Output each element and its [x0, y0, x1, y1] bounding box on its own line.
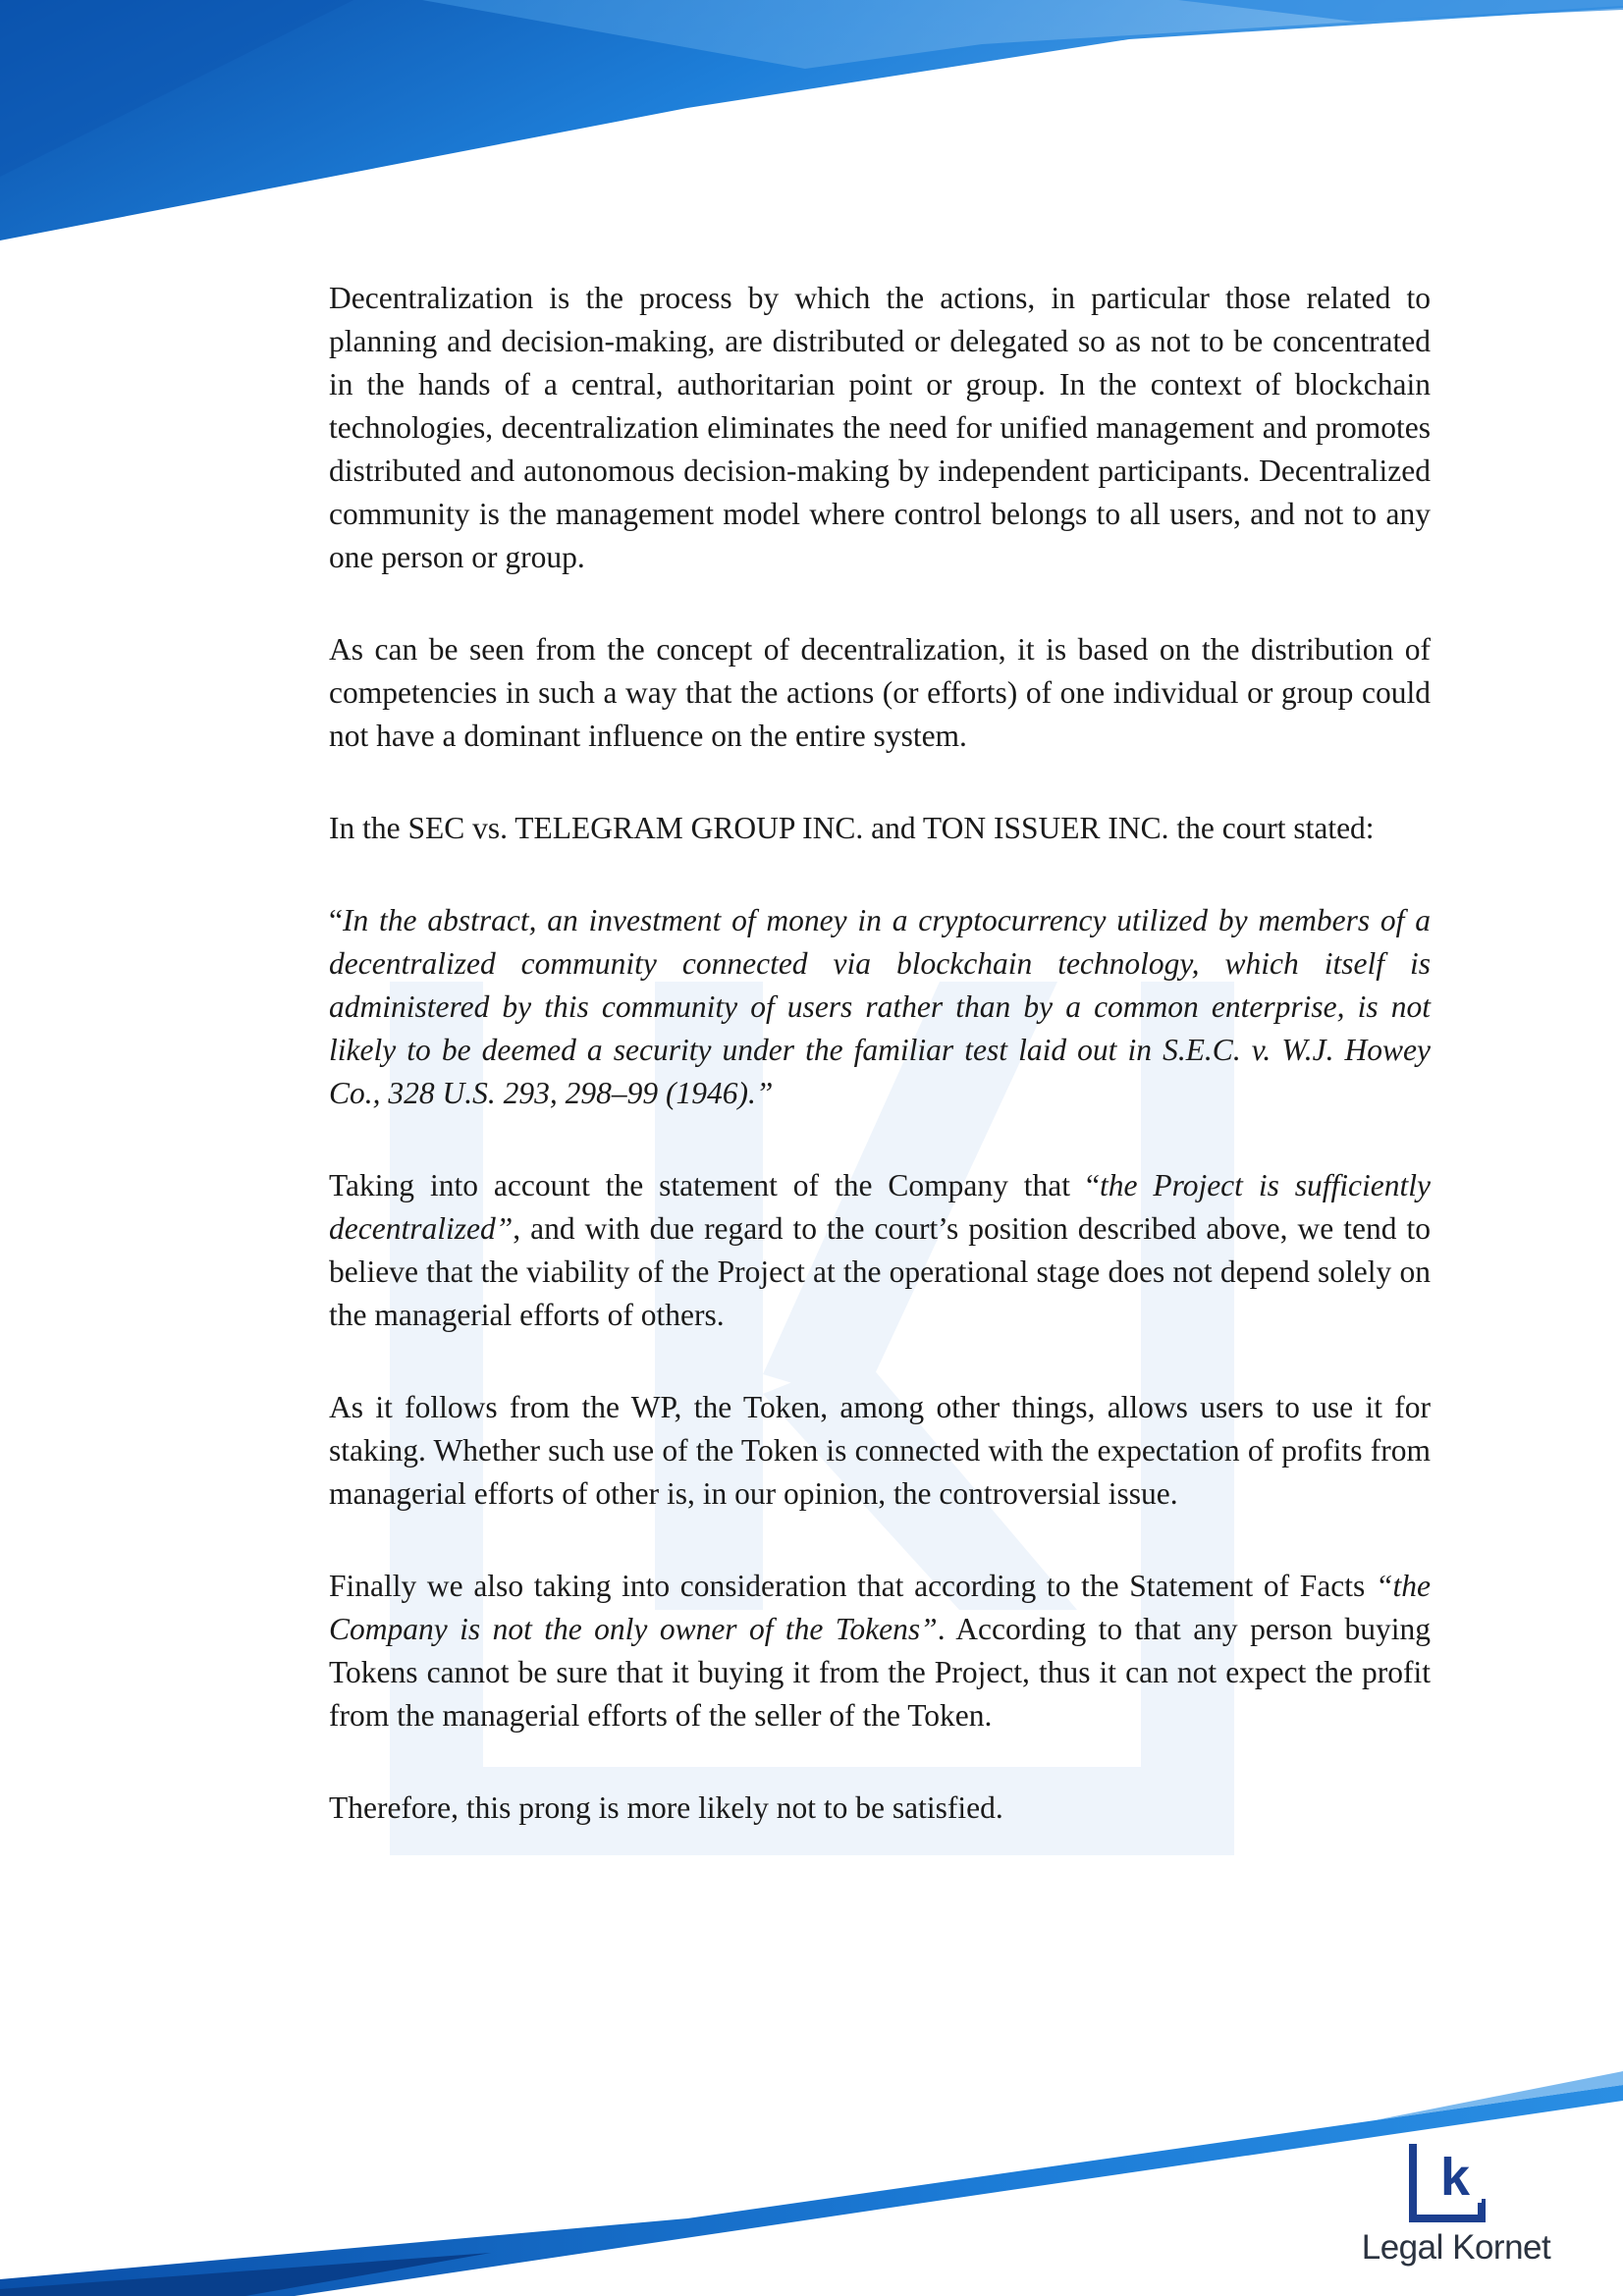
paragraph-token-staking: As it follows from the WP, the Token, among other things, allows users to use it for staking. Whether such use of the Token is connected with the expectation of profits from managerial efforts of other is, in our opinion, the controversial issue.: [329, 1390, 1431, 1511]
quote-open-mark: “: [329, 903, 343, 937]
document-body: [329, 277, 1431, 1879]
facts-quote: “the Company is not the only owner of the Tokens”: [329, 1569, 1431, 1646]
paragraph-court-quote: [329, 899, 1431, 1115]
logo-k-icon: [1407, 2140, 1486, 2223]
facts-rest: . According to that any person buying Tokens cannot be sure that it buying it from the Project, thus it can not expect the profit from the managerial efforts of the seller of the Token.: [329, 1612, 1431, 1733]
facts-lead: Finally we also taking into consideration that according to the Statement of Facts: [329, 1569, 1376, 1603]
court-quote-text: In the abstract, an investment of money in a cryptocurrency utilized by members of a decentralized community connected via blockchain technology, which itself is administered by this community of users rather than by a common enterprise, is not likely to be deemed a security under the familiar test laid out in S.E.C. v. W.J. Howey Co., 328 U.S. 293, 298–99 (1946).”: [329, 903, 1431, 1110]
paragraph-company-statement: [329, 1164, 1431, 1337]
paragraph-statement-of-facts: [329, 1565, 1431, 1737]
company-statement-quote: the Project is sufficiently decentralized”: [329, 1168, 1431, 1246]
paragraph-conclusion: Therefore, this prong is more likely not to be satisfied.: [329, 1790, 1003, 1825]
logo-text: Legal Kornet: [1361, 2228, 1551, 2267]
company-statement-rest: , and with due regard to the court’s position described above, we tend to believe that the viability of the Project at the operational stage does not depend solely on the managerial efforts of others.: [329, 1211, 1431, 1332]
header-banner: [0, 0, 1623, 245]
paragraph-decentralization-definition: Decentralization is the process by which the actions, in particular those related to planning and decision-making, are distributed or delegated so as not to be concentrated in the hands of a central, authoritarian point or group. In the context of blockchain technologies, decentralization eliminates the need for unified management and promotes distributed and autonomous decision-making by independent participants. Decentralized community is the management model where control belongs to all users, and not to any one person or group.: [329, 281, 1431, 574]
legal-kornet-logo: [1353, 2140, 1559, 2277]
logo-mark-letter: k: [1439, 2148, 1471, 2207]
company-statement-lead: Taking into account the statement of the Company that “: [329, 1168, 1100, 1202]
paragraph-court-intro: In the SEC vs. TELEGRAM GROUP INC. and TON ISSUER INC. the court stated:: [329, 811, 1375, 845]
paragraph-decentralization-concept: As can be seen from the concept of decentralization, it is based on the distribution of competencies in such a way that the actions (or efforts) of one individual or group could not have a dominant influence on the entire system.: [329, 632, 1431, 753]
